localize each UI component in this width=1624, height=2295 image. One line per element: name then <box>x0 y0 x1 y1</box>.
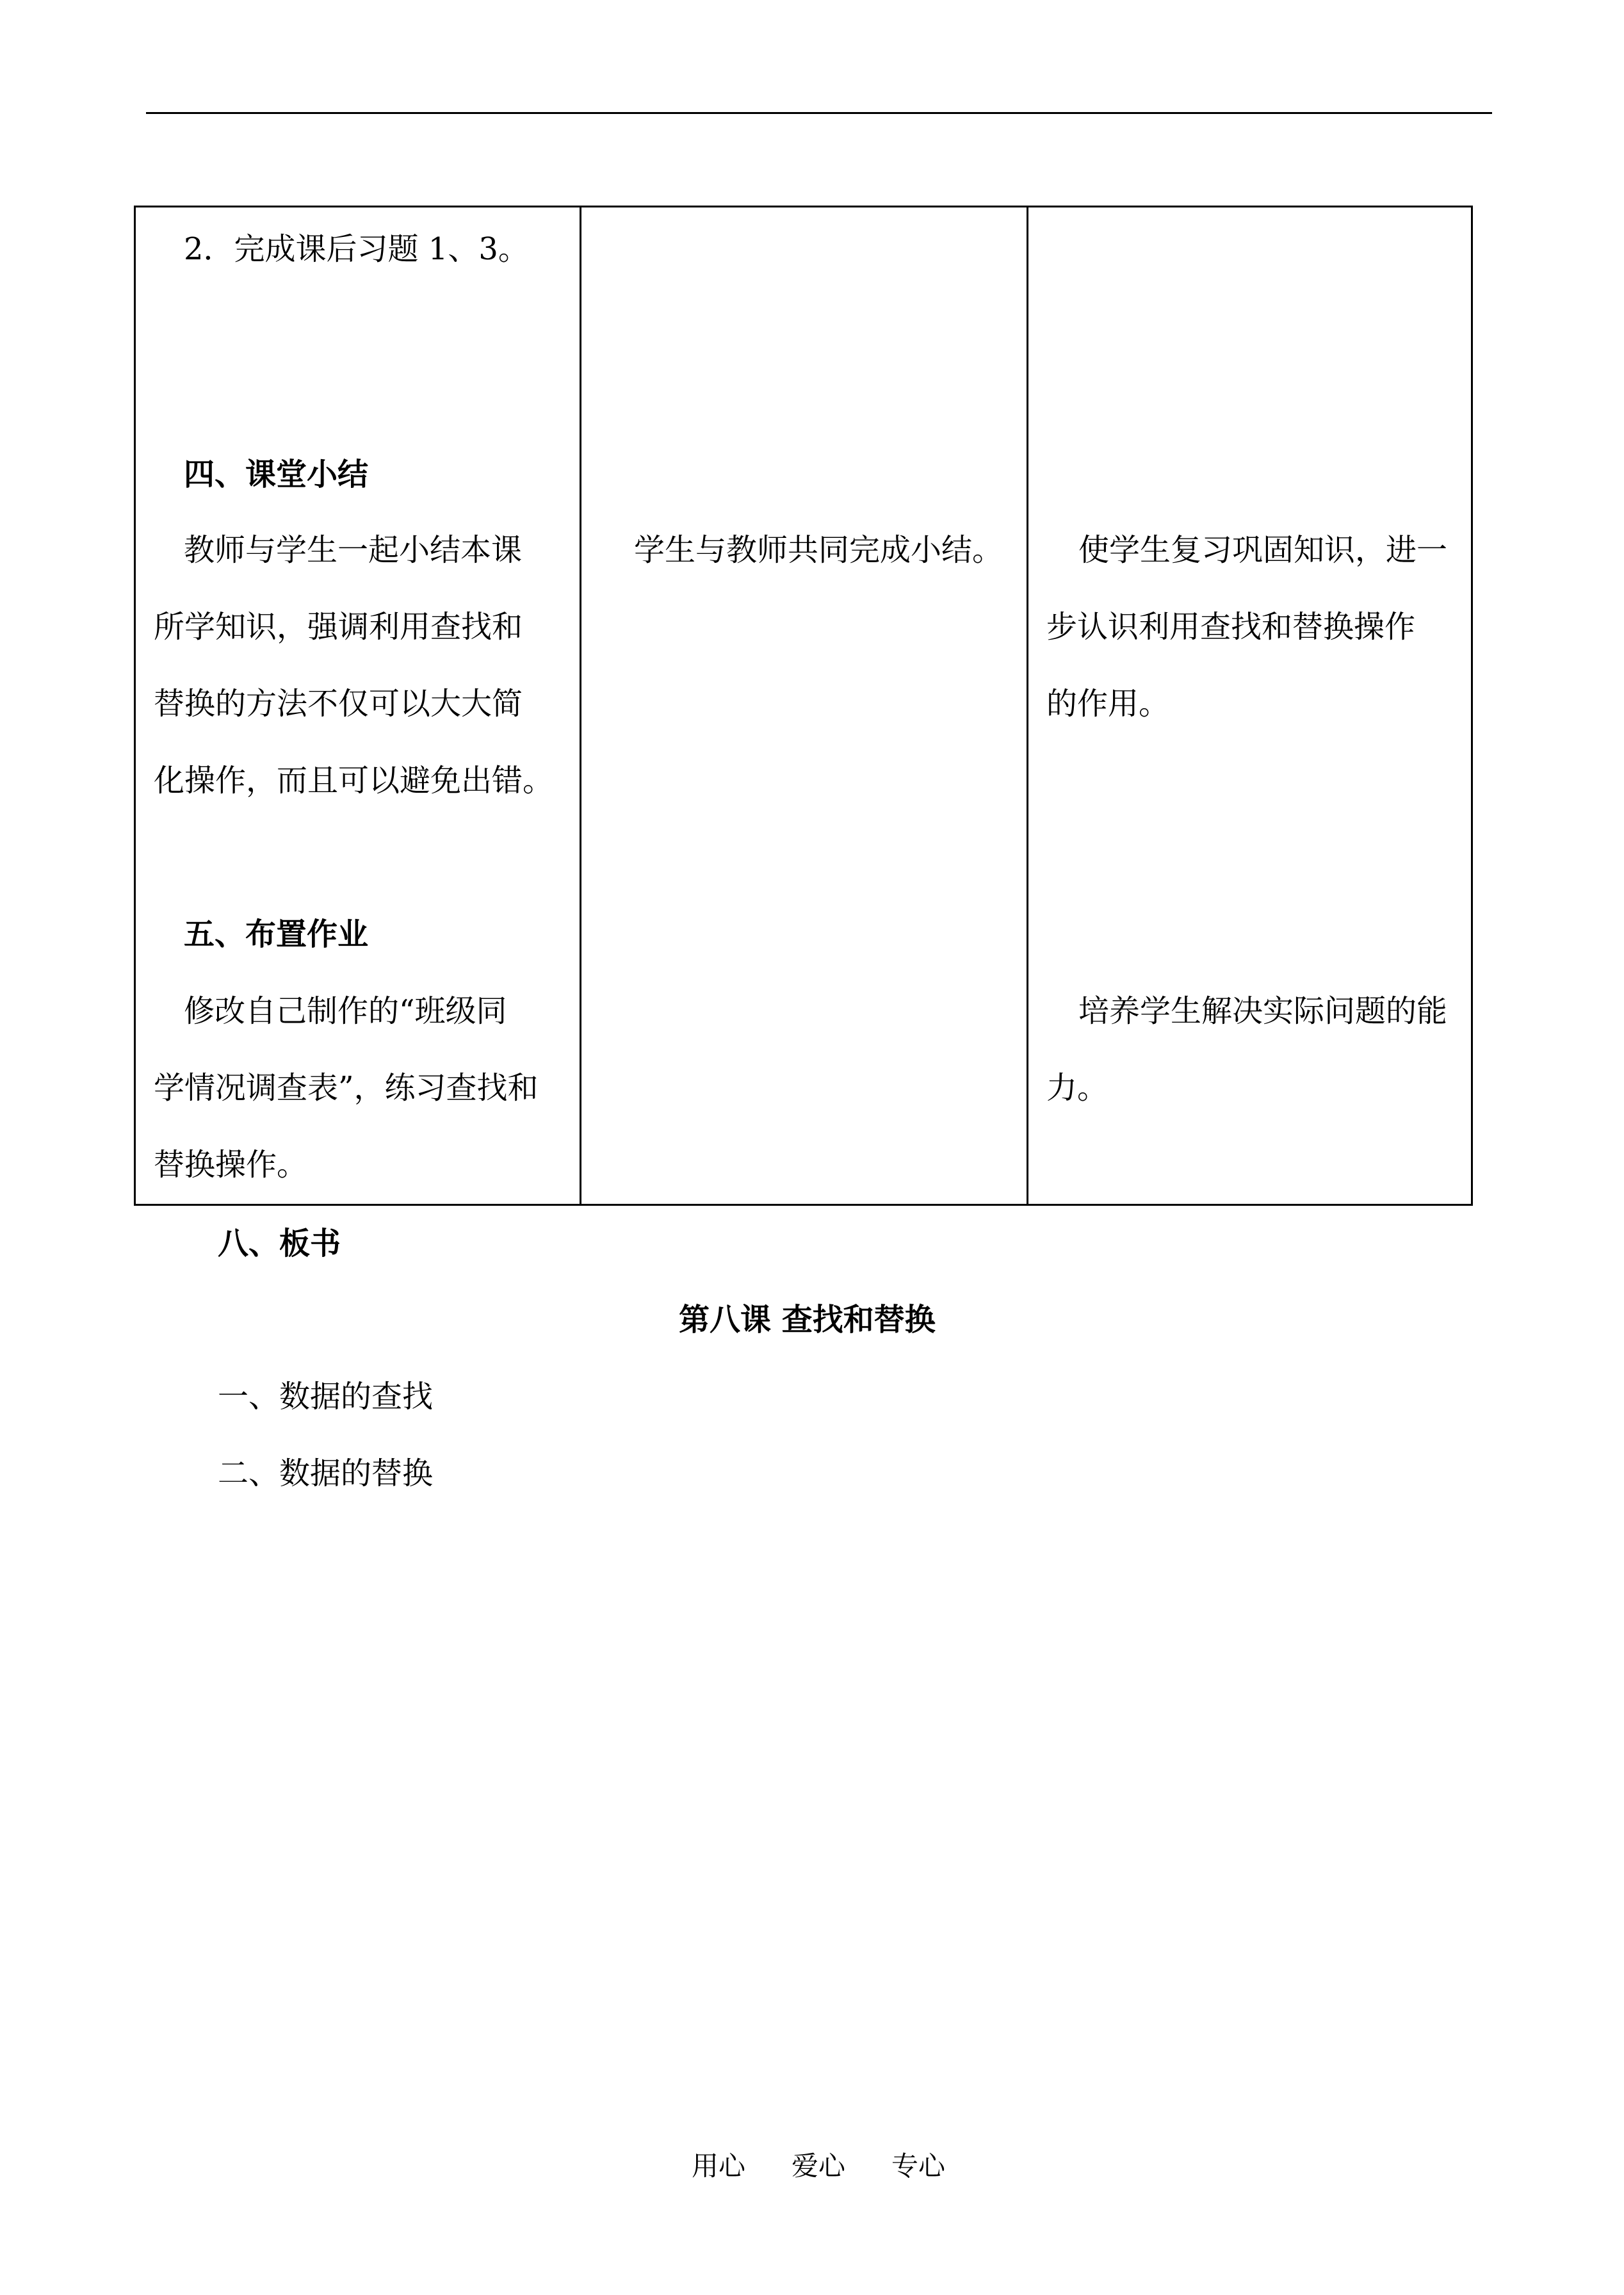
homework-line: 修改自己制作的“班级同 <box>184 993 507 1029</box>
homework-line: 学情况调查表”，练习查找和 <box>154 1070 539 1106</box>
exercise-line: 2．完成课后习题 1、3。 <box>184 231 529 267</box>
summary-line: 化操作，而且可以避免出错。 <box>154 763 554 799</box>
board-item: 二、数据的替换 <box>218 1456 434 1491</box>
summary-intent-line: 步认识利用查找和替换操作 <box>1046 609 1416 645</box>
board-title: 第八课 查找和替换 <box>679 1302 936 1338</box>
summary-intent-line: 使学生复习巩固知识，进一 <box>1078 532 1448 568</box>
footer-item: 专心 <box>891 2150 946 2182</box>
homework-intent-line: 力。 <box>1046 1070 1108 1106</box>
summary-intent-line: 的作用。 <box>1046 686 1170 722</box>
board-item: 一、数据的查找 <box>218 1379 434 1415</box>
design-intent-column <box>1028 207 1473 1204</box>
homework-intent-line: 培养学生解决实际问题的能 <box>1078 993 1448 1029</box>
homework-heading: 五、布置作业 <box>184 916 369 952</box>
board-heading: 八、板书 <box>218 1226 341 1261</box>
summary-line: 所学知识，强调利用查找和 <box>154 609 523 645</box>
student-activity-column <box>581 207 1027 1204</box>
header-rule <box>146 112 1492 114</box>
homework-line: 替换操作。 <box>154 1147 308 1183</box>
summary-line: 替换的方法不仅可以大大简 <box>154 686 523 722</box>
teacher-activity-column <box>136 207 580 1204</box>
footer-item: 爱心 <box>792 2150 846 2182</box>
summary-heading: 四、课堂小结 <box>184 457 369 492</box>
footer-item: 用心 <box>692 2150 746 2182</box>
summary-line: 教师与学生一起小结本课 <box>184 532 523 568</box>
lesson-table <box>134 206 1473 1206</box>
summary-activity: 学生与教师共同完成小结。 <box>634 532 1003 568</box>
